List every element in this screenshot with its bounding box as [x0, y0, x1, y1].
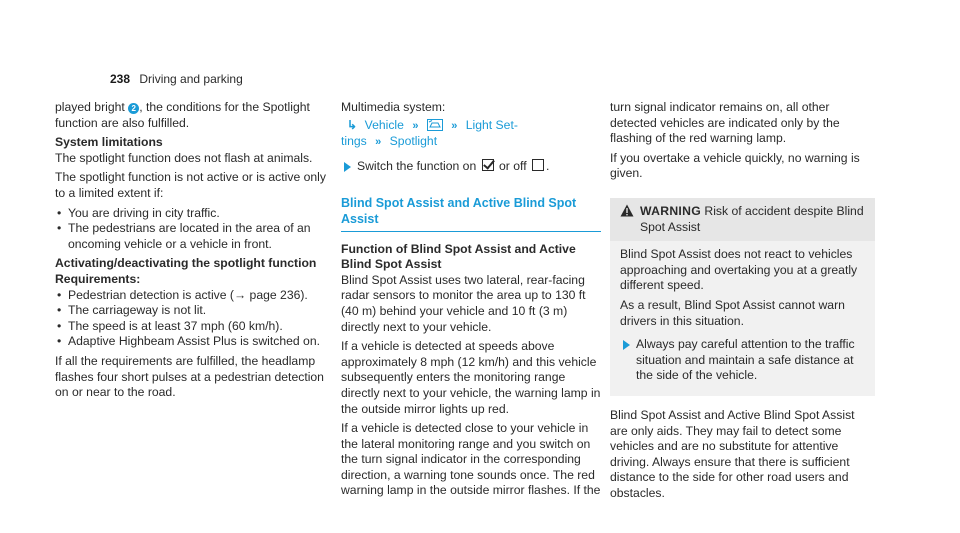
section-title: Blind Spot Assist and Active Blind Spot Assist [341, 196, 601, 231]
menu-item-spotlight[interactable]: Spotlight [389, 134, 438, 149]
paragraph [55, 100, 327, 131]
paragraph: As a result, Blind Spot Assist cannot warn drivers in this situation. [620, 297, 845, 328]
checkbox-unchecked-icon [532, 159, 544, 171]
column-2 [341, 100, 601, 503]
warning-triangle-icon [620, 204, 634, 217]
menu-item-light-settings[interactable]: Light Set- [465, 117, 518, 132]
chevron-right-icon: » [412, 119, 419, 132]
requirements-heading: Requirements: [55, 271, 141, 286]
list-item: • You are driving in city traffic. [55, 206, 327, 222]
list-item: • Adaptive Highbeam Assist Plus is switched on. [55, 334, 327, 350]
paragraph: Blind Spot Assist and Active Blind Spot Assist are only aids. They may fail to detect some vehicles and are no substitute for attentive driving. Always ensure that there is sufficient distance to the side for other road users and obstacles. [610, 407, 855, 500]
column-3 [610, 100, 875, 505]
list-item: • The pedestrians are located in the area of an oncoming vehicle or a vehicle in front. [55, 221, 327, 252]
paragraph: If all the requirements are fulfilled, the headlamp flashes four short pulses at a pedestrian detection on or near to the road. [55, 353, 324, 400]
paragraph: Blind Spot Assist uses two lateral, rear-facing radar sensors to monitor the area up to 130 ft (40 m) behind your vehicle and 10 ft (3 m) directly next to your vehicle. [341, 272, 586, 334]
section-name: Driving and parking [139, 72, 243, 86]
menu-item-vehicle[interactable]: Vehicle [364, 117, 404, 132]
multimedia-label: Multimedia system: [341, 100, 446, 114]
subheading: Activating/deactivating the spotlight function [55, 256, 317, 271]
paragraph: Blind Spot Assist does not react to vehicles approaching and overtaking you at a greatly different speed. [620, 247, 858, 293]
paragraph: The spotlight function is not active or is active only to a limited extent if: [55, 170, 326, 200]
step-text: Always pay careful attention to the traffic situation and maintain a safe distance at the side of the vehicle. [636, 337, 855, 383]
paragraph: The spotlight function does not flash at animals. [55, 150, 313, 165]
paragraph: If a vehicle is detected close to your vehicle in the lateral monitoring range and you switch on the turn signal indicator in the corresponding direction, a warning tone sounds once. The red warning lamp in the outside mirror flashes. If the [341, 421, 601, 498]
menu-item-light-settings-cont[interactable]: tings [341, 134, 367, 149]
return-arrow-icon: ↳ [347, 117, 358, 132]
paragraph: turn signal indicator remains on, all other detected vehicles are indicated only by the flashing of the red warning lamp. [610, 100, 840, 146]
instruction-step [620, 337, 865, 384]
chevron-right-icon: » [375, 136, 382, 149]
car-light-icon [427, 119, 443, 131]
instruction-step: Switch the function on or off . [341, 159, 601, 175]
subheading: Function of Blind Spot Assist and Active Blind Spot Assist [341, 241, 576, 272]
menu-path-cont [341, 134, 601, 151]
subheading: System limitations [55, 135, 163, 150]
warning-body [610, 241, 875, 396]
page-number: 238 [110, 72, 131, 86]
column-1 [55, 100, 327, 405]
checkbox-checked-icon [482, 159, 494, 171]
warning-title-text: Risk of accident despite Blind Spot Assist [640, 203, 864, 234]
bullet-list [55, 288, 327, 350]
step-arrow-icon [623, 340, 630, 350]
list-item: • The speed is at least 37 mph (60 km/h). [55, 319, 327, 335]
menu-path [341, 118, 601, 135]
page-header [110, 72, 243, 86]
callout-badge: 2 [128, 103, 139, 114]
warning-box [610, 198, 875, 396]
bullet-list [55, 206, 327, 253]
step-text: Switch the function on [357, 158, 477, 173]
warning-label: WARNING [640, 203, 702, 218]
paragraph: If a vehicle is detected at speeds above approximately 8 mph (12 km/h) and this vehicle subsequently enters the monitoring range directly next to your vehicle, the warning lamp in the outside mirror lights up red. [341, 339, 601, 416]
step-arrow-icon [344, 162, 351, 172]
warning-header [610, 198, 875, 241]
step-text: or off [499, 158, 527, 173]
list-item: • Pedestrian detection is active (→ page 236). [55, 288, 327, 304]
text: , the conditions for the Spotlight function are also fulfilled. [55, 100, 310, 130]
paragraph: If you overtake a vehicle quickly, no warning is given. [610, 150, 860, 181]
list-item: • The carriageway is not lit. [55, 303, 327, 319]
chevron-right-icon: » [451, 119, 458, 132]
text: played bright [55, 100, 125, 114]
